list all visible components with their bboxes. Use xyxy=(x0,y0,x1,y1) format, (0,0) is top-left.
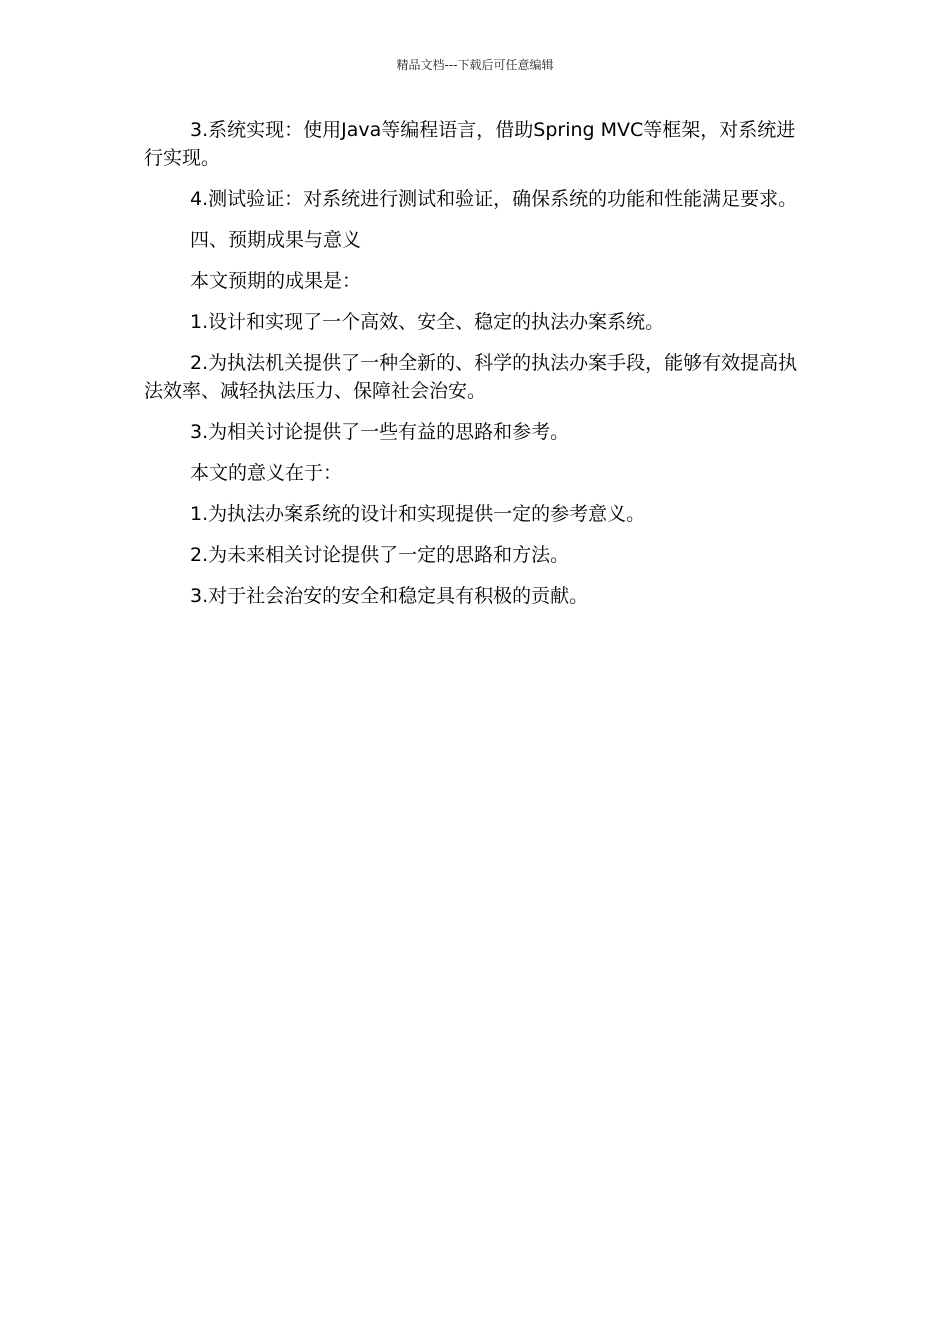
page-header: 精品文档---下载后可任意编辑 xyxy=(396,58,554,72)
list-item-significance-2: 2.为未来相关讨论提供了一定的思路和方法。 xyxy=(190,544,570,566)
list-item-result-2: 2.为执法机关提供了一种全新的、科学的执法办案手段，能够有效提高执法效率、减轻执法压力、保障社会治安。 xyxy=(144,352,798,402)
list-item-significance-3: 3.对于社会治安的安全和稳定具有积极的贡献。 xyxy=(190,585,589,607)
list-item-result-1: 1.设计和实现了一个高效、安全、稳定的执法办案系统。 xyxy=(190,311,665,333)
paragraph-expected-results-intro: 本文预期的成果是： xyxy=(190,270,362,292)
list-item-result-3: 3.为相关讨论提供了一些有益的思路和参考。 xyxy=(190,421,570,443)
paragraph-testing-validation: 4.测试验证：对系统进行测试和验证，确保系统的功能和性能满足要求。 xyxy=(190,188,798,210)
paragraph-significance-intro: 本文的意义在于： xyxy=(190,462,343,484)
document-body xyxy=(144,116,806,623)
section-heading-expected-results: 四、预期成果与意义 xyxy=(190,229,362,251)
paragraph-system-implementation: 3.系统实现：使用Java等编程语言，借助Spring MVC等框架，对系统进行实现。 xyxy=(144,119,796,169)
list-item-significance-1: 1.为执法办案系统的设计和实现提供一定的参考意义。 xyxy=(190,503,646,525)
